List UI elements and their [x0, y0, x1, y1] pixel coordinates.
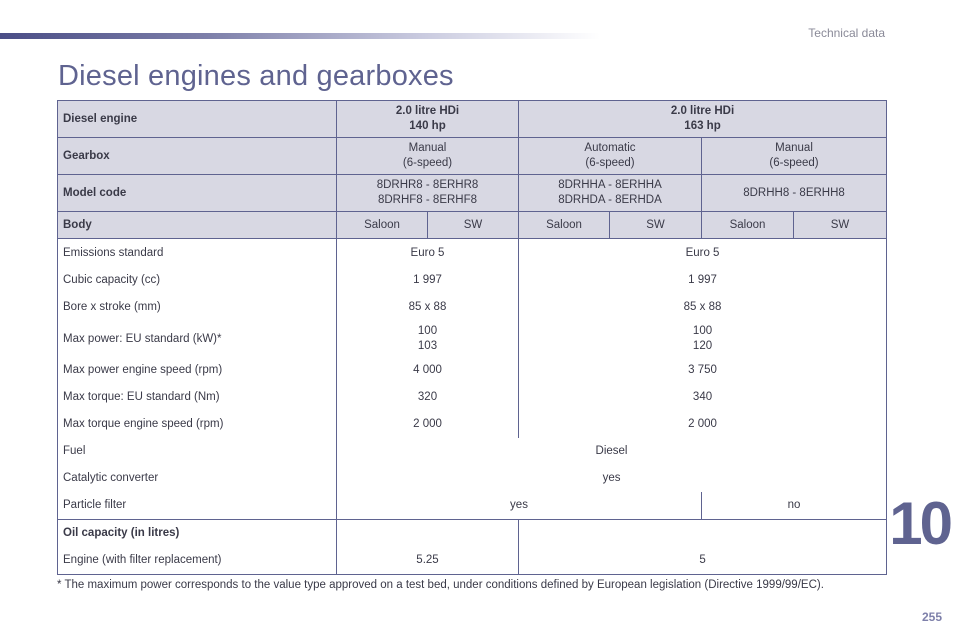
engine-163hp: 2.0 litre HDi 163 hp	[519, 101, 887, 138]
table-row	[58, 384, 887, 411]
empty-cell	[337, 520, 519, 548]
empty-cell	[519, 520, 887, 548]
table-row	[58, 239, 887, 268]
gearbox-row	[58, 138, 887, 175]
model-code-row	[58, 175, 887, 212]
value-163hp: 85 x 88	[519, 294, 887, 321]
row-label: Cubic capacity (cc)	[58, 267, 337, 294]
row-label: Max power engine speed (rpm)	[58, 357, 337, 384]
value-particle-filter-a: yes	[337, 492, 702, 520]
row-label: Fuel	[58, 438, 337, 465]
footnote: * The maximum power corresponds to the value type approved on a test bed, under conditions defined by European legislation (Directive 1999/99/EC).	[57, 579, 824, 591]
section-label: Technical data	[808, 26, 885, 40]
value-all: yes	[337, 465, 887, 492]
value-140hp: Euro 5	[337, 239, 519, 268]
value-163hp: 5	[519, 547, 887, 575]
body-cell: SW	[428, 212, 519, 239]
value-all: Diesel	[337, 438, 887, 465]
row-label: Engine (with filter replacement)	[58, 547, 337, 575]
row-label: Emissions standard	[58, 239, 337, 268]
gearbox-label: Gearbox	[58, 138, 337, 175]
table-row	[58, 465, 887, 492]
table-row	[58, 492, 887, 520]
diesel-specs-table	[57, 100, 887, 575]
engine-140hp: 2.0 litre HDi 140 hp	[337, 101, 519, 138]
value-163hp: 340	[519, 384, 887, 411]
body-cell: Saloon	[337, 212, 428, 239]
oil-capacity-header-row	[58, 520, 887, 548]
value-140hp: 100 103	[337, 321, 519, 357]
value-140hp: 85 x 88	[337, 294, 519, 321]
table-row	[58, 357, 887, 384]
oil-capacity-label: Oil capacity (in litres)	[58, 520, 337, 548]
value-163hp: 2 000	[519, 411, 887, 438]
chapter-number: 10	[889, 490, 950, 557]
gearbox-automatic: Automatic (6-speed)	[519, 138, 702, 175]
row-label: Catalytic converter	[58, 465, 337, 492]
model-code-1: 8DRHR8 - 8ERHR8 8DRHF8 - 8ERHF8	[337, 175, 519, 212]
row-label: Max torque engine speed (rpm)	[58, 411, 337, 438]
body-label: Body	[58, 212, 337, 239]
row-label: Bore x stroke (mm)	[58, 294, 337, 321]
table-row	[58, 294, 887, 321]
model-code-3: 8DRHH8 - 8ERHH8	[702, 175, 887, 212]
table-row	[58, 321, 887, 357]
body-cell: Saloon	[519, 212, 610, 239]
page-number: 255	[921, 610, 942, 624]
value-140hp: 5.25	[337, 547, 519, 575]
body-cell: SW	[610, 212, 702, 239]
gearbox-manual-1: Manual (6-speed)	[337, 138, 519, 175]
table-row	[58, 267, 887, 294]
row-label: Max torque: EU standard (Nm)	[58, 384, 337, 411]
model-code-2: 8DRHHA - 8ERHHA 8DRHDA - 8ERHDA	[519, 175, 702, 212]
value-163hp: 1 997	[519, 267, 887, 294]
engine-row	[58, 101, 887, 138]
body-row	[58, 212, 887, 239]
value-140hp: 2 000	[337, 411, 519, 438]
engine-label: Diesel engine	[58, 101, 337, 138]
value-140hp: 1 997	[337, 267, 519, 294]
row-label: Max power: EU standard (kW)*	[58, 321, 337, 357]
body-cell: Saloon	[702, 212, 794, 239]
value-163hp: 3 750	[519, 357, 887, 384]
value-particle-filter-b: no	[702, 492, 887, 520]
gearbox-manual-2: Manual (6-speed)	[702, 138, 887, 175]
model-code-label: Model code	[58, 175, 337, 212]
value-140hp: 320	[337, 384, 519, 411]
table-row	[58, 438, 887, 465]
value-163hp: Euro 5	[519, 239, 887, 268]
row-label: Particle filter	[58, 492, 337, 520]
table-row	[58, 547, 887, 575]
table-row	[58, 411, 887, 438]
body-cell: SW	[794, 212, 887, 239]
value-140hp: 4 000	[337, 357, 519, 384]
header-gradient-bar	[0, 33, 600, 39]
value-163hp: 100 120	[519, 321, 887, 357]
page-title: Diesel engines and gearboxes	[58, 60, 454, 92]
